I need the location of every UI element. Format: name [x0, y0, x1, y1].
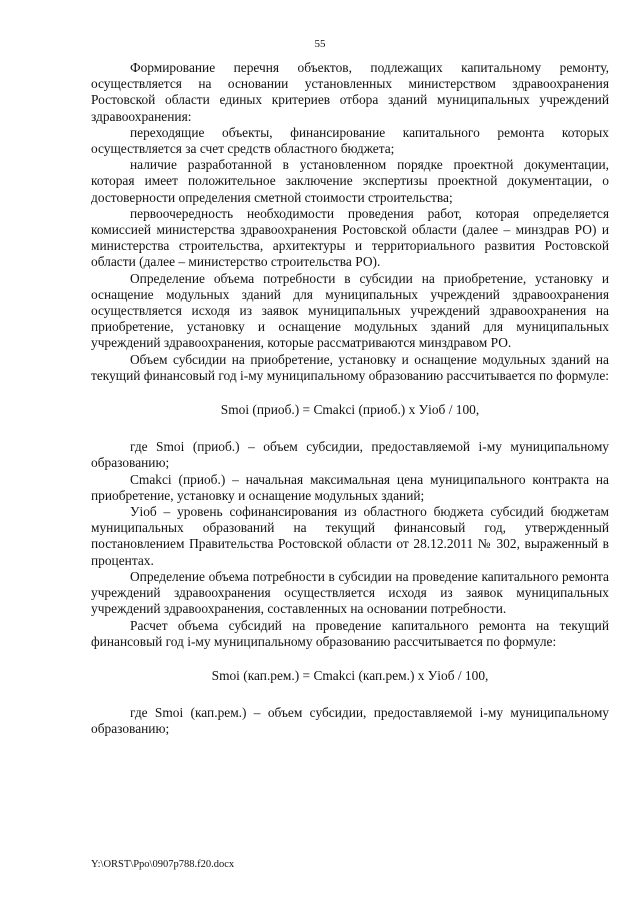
paragraph: где Smoi (приоб.) – объем субсидии, предоставляемой i-му муниципальному образованию; [91, 439, 609, 471]
paragraph: первоочередность необходимости проведения работ, которая определяется комиссией министерства здравоохранения Ростовской области (далее – минздрав РО) и министерства строительства, архитектуры и территориального развития Ростовской области (далее – министерство строительства РО). [91, 205, 609, 270]
paragraph: Расчет объема субсидий на проведение капитального ремонта на текущий финансовый год i-му муниципальному образованию рассчитывается по формуле: [91, 617, 609, 649]
footer-file-path: Y:\ORST\Ppo\0907p788.f20.docx [91, 859, 235, 870]
paragraph: наличие разработанной в установленном порядке проектной документации, которая имеет положительное заключение экспертизы проектной документации, о достоверности определения сметной стоимости строительства; [91, 157, 609, 205]
page-number: 55 [314, 38, 326, 50]
paragraph: Уiоб – уровень софинансирования из областного бюджета субсидий бюджетам муниципальных образований на текущий финансовый год, утвержденный постановлением Правительства Ростовской области от 28.12.2011 № 302, выраженный в процентах. [91, 504, 609, 568]
paragraph: переходящие объекты, финансирование капитального ремонта которых осуществляется за счет средств областного бюджета; [91, 124, 609, 157]
paragraph: Формирование перечня объектов, подлежащих капитальному ремонту, осуществляется на основании установленных министерством здравоохранения Ростовской области единых критериев отбора зданий муниципальных учреждений здравоохранения: [91, 60, 609, 124]
paragraph: Определение объема потребности в субсидии на проведение капитального ремонта учреждений здравоохранения осуществляется исходя из заявок муниципальных учреждений здравоохранения, составленных на основании потребности. [91, 568, 609, 617]
formula-purchase: Smoi (приоб.) = Cmakci (приоб.) х Уiоб / 100, [220, 402, 480, 418]
document-body [91, 60, 609, 738]
paragraph: Определение объема потребности в субсидии на приобретение, установку и оснащение модульных зданий для муниципальных учреждений здравоохранения осуществляется исходя из заявок муниципальных учреждений здравоохранения на приобретение, установку и оснащение модульных зданий для муниципальных учреждений здравоохранения, которые рассматриваются минздравом РО. [91, 270, 609, 351]
paragraph: Cmakci (приоб.) – начальная максимальная цена муниципального контракта на приобретение, установку и оснащение модульных зданий; [91, 471, 609, 503]
paragraph: где Smoi (кап.рем.) – объем субсидии, предоставляемой i-му муниципальному образованию; [91, 705, 609, 737]
paragraph: Объем субсидии на приобретение, установку и оснащение модульных зданий на текущий финансовый год i-му муниципальному образованию рассчитывается по формуле: [91, 351, 610, 383]
formula-capital-repair: Smoi (кап.рем.) = Cmakci (кап.рем.) х Уiоб / 100, [211, 667, 489, 683]
